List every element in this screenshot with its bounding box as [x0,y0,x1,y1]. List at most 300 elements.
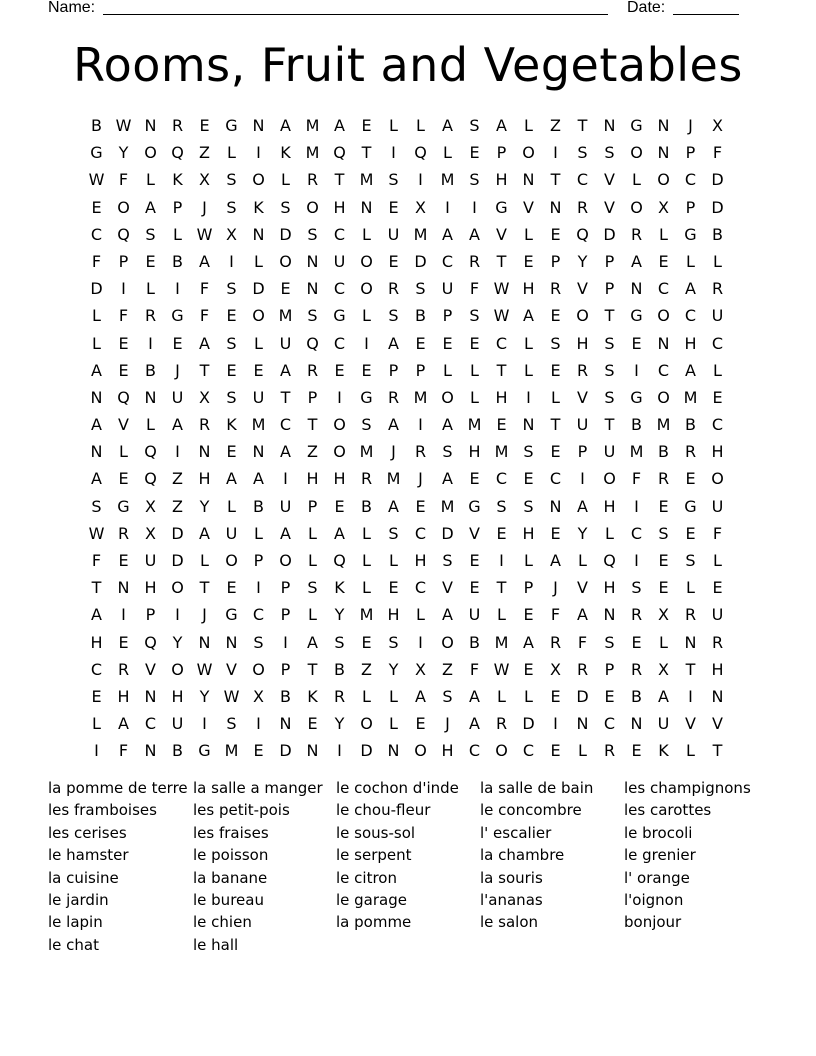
grid-letter[interactable]: M [305,143,320,163]
grid-letter[interactable]: G [225,605,238,625]
grid-letter[interactable]: I [94,741,99,761]
grid-letter[interactable]: E [550,306,561,326]
grid-letter[interactable]: N [144,116,157,135]
grid-letter[interactable]: L [92,333,101,353]
grid-letter[interactable]: B [334,659,345,679]
grid-letter[interactable]: E [253,360,264,380]
grid-letter[interactable]: E [118,333,129,353]
grid-letter[interactable]: L [92,714,101,734]
grid-letter[interactable]: R [468,251,481,271]
grid-letter[interactable]: C [522,741,535,761]
grid-letter[interactable]: I [634,496,639,516]
grid-letter[interactable]: D [279,741,292,761]
grid-letter[interactable]: A [631,251,642,271]
grid-letter[interactable]: L [497,686,506,706]
grid-letter[interactable]: V [577,279,588,299]
grid-letter[interactable]: M [386,469,401,489]
grid-letter[interactable]: L [713,360,722,380]
grid-letter[interactable]: W [88,170,105,190]
grid-letter[interactable]: G [198,741,211,761]
grid-letter[interactable]: O [252,306,265,326]
name-field-line[interactable] [103,0,608,15]
grid-letter[interactable]: E [415,714,426,734]
grid-letter[interactable]: Y [199,496,210,516]
grid-letter[interactable]: E [226,306,237,326]
grid-letter[interactable]: L [524,333,533,353]
grid-letter[interactable]: O [279,251,292,271]
grid-letter[interactable]: P [415,360,426,380]
grid-letter[interactable]: S [685,551,696,570]
grid-letter[interactable]: S [334,632,345,652]
grid-letter[interactable]: L [524,686,533,706]
grid-letter[interactable]: L [254,251,263,271]
grid-letter[interactable]: S [523,442,534,462]
grid-letter[interactable]: O [603,469,616,489]
grid-letter[interactable]: Z [550,116,561,135]
grid-letter[interactable]: L [524,551,533,570]
grid-letter[interactable]: V [577,578,588,598]
grid-letter[interactable]: N [630,279,643,299]
grid-letter[interactable]: R [333,686,346,706]
grid-letter[interactable]: R [171,116,184,135]
grid-letter[interactable]: P [388,360,399,380]
grid-letter[interactable]: B [631,686,642,706]
grid-letter[interactable]: O [630,197,643,217]
grid-letter[interactable]: P [604,659,615,679]
grid-letter[interactable]: M [656,415,671,435]
grid-letter[interactable]: G [630,116,643,135]
grid-letter[interactable]: B [712,224,723,244]
grid-letter[interactable]: O [576,306,589,326]
grid-letter[interactable]: A [91,360,102,380]
grid-letter[interactable]: L [146,170,155,190]
grid-letter[interactable]: L [281,170,290,190]
grid-letter[interactable]: I [418,632,423,652]
grid-letter[interactable]: N [90,442,103,462]
grid-letter[interactable]: N [657,116,670,135]
grid-letter[interactable]: X [226,224,237,244]
grid-letter[interactable]: W [223,686,240,706]
grid-letter[interactable]: G [684,224,697,244]
grid-letter[interactable]: B [91,116,102,135]
grid-letter[interactable]: B [361,496,372,516]
grid-letter[interactable]: H [522,523,535,543]
grid-letter[interactable]: X [199,170,210,190]
grid-letter[interactable]: M [494,442,509,462]
grid-letter[interactable]: N [252,442,265,462]
grid-letter[interactable]: R [549,632,562,652]
grid-letter[interactable]: L [227,496,236,516]
grid-letter[interactable]: C [252,605,265,625]
grid-letter[interactable]: R [306,170,319,190]
grid-letter[interactable]: C [333,333,346,353]
grid-letter[interactable]: H [711,442,724,462]
grid-letter[interactable]: A [469,224,480,244]
grid-letter[interactable]: L [389,116,398,135]
grid-letter[interactable]: H [576,333,589,353]
grid-letter[interactable]: N [657,333,670,353]
grid-letter[interactable]: F [118,170,129,190]
grid-letter[interactable]: J [688,116,693,135]
grid-letter[interactable]: U [711,605,724,625]
grid-letter[interactable]: H [117,686,130,706]
grid-letter[interactable]: G [90,143,103,163]
grid-letter[interactable]: T [199,578,210,598]
grid-letter[interactable]: L [362,551,371,570]
grid-letter[interactable]: S [442,551,453,570]
grid-letter[interactable]: L [146,415,155,435]
grid-letter[interactable]: N [144,741,157,761]
grid-letter[interactable]: R [360,469,373,489]
grid-letter[interactable]: R [657,469,670,489]
grid-letter[interactable]: E [145,251,156,271]
grid-letter[interactable]: A [388,333,399,353]
grid-letter[interactable]: L [362,306,371,326]
grid-letter[interactable]: U [144,551,157,570]
grid-letter[interactable]: O [279,551,292,570]
grid-letter[interactable]: A [172,415,183,435]
grid-letter[interactable]: S [631,578,642,598]
grid-letter[interactable]: S [307,224,318,244]
grid-letter[interactable]: B [631,415,642,435]
grid-letter[interactable]: E [496,523,507,543]
grid-letter[interactable]: O [360,714,373,734]
grid-letter[interactable]: B [280,686,291,706]
grid-letter[interactable]: S [550,333,561,353]
grid-letter[interactable]: H [333,197,346,217]
grid-letter[interactable]: E [118,469,129,489]
grid-letter[interactable]: T [91,578,102,598]
grid-letter[interactable]: P [685,197,696,217]
grid-letter[interactable]: E [469,469,480,489]
grid-letter[interactable]: S [145,224,156,244]
grid-letter[interactable]: G [360,387,373,407]
grid-letter[interactable]: O [360,251,373,271]
grid-letter[interactable]: X [145,523,156,543]
grid-letter[interactable]: N [144,686,157,706]
grid-letter[interactable]: L [686,251,695,271]
grid-letter[interactable]: H [495,387,508,407]
grid-letter[interactable]: N [198,632,211,652]
grid-letter[interactable]: A [685,279,696,299]
grid-letter[interactable]: E [280,279,291,299]
grid-letter[interactable]: M [413,224,428,244]
grid-letter[interactable]: U [657,714,670,734]
grid-letter[interactable]: I [445,197,450,217]
grid-letter[interactable]: C [603,714,616,734]
grid-letter[interactable]: N [576,714,589,734]
grid-letter[interactable]: P [118,251,129,271]
grid-letter[interactable]: L [416,116,425,135]
grid-letter[interactable]: L [713,551,722,570]
grid-letter[interactable]: U [225,523,238,543]
grid-letter[interactable]: U [333,251,346,271]
grid-letter[interactable]: E [415,496,426,516]
grid-letter[interactable]: A [253,469,264,489]
grid-letter[interactable]: C [549,469,562,489]
grid-letter[interactable]: Q [414,143,427,163]
grid-letter[interactable]: N [252,116,265,135]
grid-letter[interactable]: L [200,551,209,570]
grid-letter[interactable]: O [306,197,319,217]
grid-letter[interactable]: N [252,224,265,244]
grid-letter[interactable]: T [604,415,615,435]
grid-letter[interactable]: Z [172,496,183,516]
grid-letter[interactable]: B [685,415,696,435]
grid-letter[interactable]: I [256,714,261,734]
grid-letter[interactable]: L [578,741,587,761]
grid-letter[interactable]: P [280,659,291,679]
grid-letter[interactable]: L [362,523,371,543]
grid-letter[interactable]: O [441,387,454,407]
grid-letter[interactable]: E [91,197,102,217]
grid-letter[interactable]: V [118,415,129,435]
grid-letter[interactable]: Q [171,143,184,163]
grid-letter[interactable]: I [553,714,558,734]
grid-letter[interactable]: A [415,686,426,706]
grid-letter[interactable]: X [199,387,210,407]
grid-letter[interactable]: L [227,143,236,163]
grid-letter[interactable]: T [685,659,696,679]
grid-letter[interactable]: E [118,632,129,652]
grid-letter[interactable]: E [523,659,534,679]
grid-letter[interactable]: E [334,360,345,380]
grid-letter[interactable]: F [91,251,102,271]
grid-letter[interactable]: O [711,469,724,489]
grid-letter[interactable]: E [523,605,534,625]
grid-letter[interactable]: E [550,741,561,761]
grid-letter[interactable]: A [685,360,696,380]
grid-letter[interactable]: E [604,686,615,706]
grid-letter[interactable]: S [442,686,453,706]
grid-letter[interactable]: X [658,197,669,217]
grid-letter[interactable]: L [308,523,317,543]
grid-letter[interactable]: B [253,496,264,516]
grid-letter[interactable]: F [550,605,561,625]
grid-letter[interactable]: N [306,279,319,299]
grid-letter[interactable]: C [684,170,697,190]
grid-letter[interactable]: R [684,605,697,625]
grid-letter[interactable]: C [468,741,481,761]
grid-letter[interactable]: I [553,143,558,163]
grid-letter[interactable]: B [469,632,480,652]
grid-letter[interactable]: O [414,741,427,761]
grid-letter[interactable]: A [658,686,669,706]
grid-letter[interactable]: O [630,143,643,163]
grid-letter[interactable]: O [171,659,184,679]
grid-letter[interactable]: E [469,578,480,598]
grid-letter[interactable]: G [333,306,346,326]
grid-letter[interactable]: G [684,496,697,516]
grid-letter[interactable]: S [496,496,507,516]
grid-letter[interactable]: H [333,469,346,489]
grid-letter[interactable]: E [712,578,723,598]
grid-letter[interactable]: S [577,143,588,163]
grid-letter[interactable]: E [631,333,642,353]
grid-letter[interactable]: N [225,632,238,652]
grid-letter[interactable]: I [499,551,504,570]
grid-letter[interactable]: S [658,523,669,543]
grid-letter[interactable]: X [658,659,669,679]
grid-letter[interactable]: R [630,605,643,625]
grid-letter[interactable]: I [229,251,234,271]
grid-letter[interactable]: X [415,659,426,679]
grid-letter[interactable]: R [576,360,589,380]
grid-letter[interactable]: N [144,387,157,407]
grid-letter[interactable]: A [91,469,102,489]
grid-letter[interactable]: B [658,442,669,462]
grid-letter[interactable]: U [441,279,454,299]
grid-letter[interactable]: S [226,714,237,734]
grid-letter[interactable]: K [307,686,318,706]
grid-letter[interactable]: S [388,632,399,652]
grid-letter[interactable]: H [144,578,157,598]
grid-letter[interactable]: X [145,496,156,516]
grid-letter[interactable]: Q [117,224,130,244]
grid-letter[interactable]: I [634,360,639,380]
grid-letter[interactable]: E [199,116,210,135]
grid-letter[interactable]: F [199,306,210,326]
grid-letter[interactable]: I [175,442,180,462]
date-field-line[interactable] [673,0,739,15]
grid-letter[interactable]: N [630,714,643,734]
grid-letter[interactable]: N [90,387,103,407]
grid-letter[interactable]: T [496,360,507,380]
grid-letter[interactable]: H [495,170,508,190]
grid-letter[interactable]: G [468,496,481,516]
grid-letter[interactable]: V [226,659,237,679]
grid-letter[interactable]: K [172,170,183,190]
grid-letter[interactable]: G [171,306,184,326]
grid-letter[interactable]: D [603,224,616,244]
grid-letter[interactable]: Z [172,469,183,489]
grid-letter[interactable]: P [172,197,183,217]
grid-letter[interactable]: P [307,496,318,516]
grid-letter[interactable]: O [333,415,346,435]
grid-letter[interactable]: M [224,741,239,761]
grid-letter[interactable]: P [577,442,588,462]
grid-letter[interactable]: H [198,469,211,489]
grid-letter[interactable]: D [171,523,184,543]
grid-letter[interactable]: M [413,387,428,407]
grid-letter[interactable]: N [549,496,562,516]
grid-letter[interactable]: C [495,333,508,353]
grid-letter[interactable]: L [389,686,398,706]
grid-letter[interactable]: R [630,659,643,679]
grid-letter[interactable]: W [88,523,105,543]
grid-letter[interactable]: E [712,387,723,407]
grid-letter[interactable]: R [711,279,724,299]
grid-letter[interactable]: B [172,741,183,761]
grid-letter[interactable]: M [629,442,644,462]
grid-letter[interactable]: A [334,523,345,543]
grid-letter[interactable]: K [253,197,264,217]
grid-letter[interactable]: H [414,551,427,570]
grid-letter[interactable]: N [279,714,292,734]
grid-letter[interactable]: C [414,578,427,598]
grid-letter[interactable]: N [360,197,373,217]
grid-letter[interactable]: U [387,224,400,244]
grid-letter[interactable]: F [118,306,129,326]
grid-letter[interactable]: T [307,659,318,679]
grid-letter[interactable]: E [469,143,480,163]
grid-letter[interactable]: C [576,170,589,190]
grid-letter[interactable]: F [199,279,210,299]
grid-letter[interactable]: C [495,469,508,489]
grid-letter[interactable]: A [280,116,291,135]
grid-letter[interactable]: C [711,415,724,435]
grid-letter[interactable]: A [280,442,291,462]
grid-letter[interactable]: I [175,605,180,625]
grid-letter[interactable]: A [199,251,210,271]
grid-letter[interactable]: L [308,551,317,570]
grid-letter[interactable]: N [603,605,616,625]
grid-letter[interactable]: S [226,279,237,299]
grid-letter[interactable]: Q [117,387,130,407]
grid-letter[interactable]: E [253,741,264,761]
grid-letter[interactable]: Q [603,551,616,570]
grid-letter[interactable]: V [469,523,480,543]
grid-letter[interactable]: A [469,686,480,706]
grid-letter[interactable]: W [493,279,510,299]
grid-letter[interactable]: T [550,415,561,435]
grid-letter[interactable]: U [171,387,184,407]
grid-letter[interactable]: I [364,333,369,353]
grid-letter[interactable]: O [360,279,373,299]
grid-letter[interactable]: F [469,279,480,299]
grid-letter[interactable]: C [333,224,346,244]
grid-letter[interactable]: R [387,387,400,407]
grid-letter[interactable]: J [391,442,396,462]
grid-letter[interactable]: A [442,116,453,135]
grid-letter[interactable]: C [333,279,346,299]
grid-letter[interactable]: D [90,279,103,299]
grid-letter[interactable]: L [686,578,695,598]
grid-letter[interactable]: V [442,578,453,598]
grid-letter[interactable]: A [226,469,237,489]
grid-letter[interactable]: N [657,143,670,163]
grid-letter[interactable]: Q [333,143,346,163]
grid-letter[interactable]: S [253,632,264,652]
grid-letter[interactable]: S [469,116,480,135]
grid-letter[interactable]: Q [144,632,157,652]
grid-letter[interactable]: L [416,605,425,625]
grid-letter[interactable]: P [550,251,561,271]
grid-letter[interactable]: N [522,415,535,435]
grid-letter[interactable]: B [172,251,183,271]
grid-letter[interactable]: N [198,442,211,462]
grid-letter[interactable]: T [280,387,291,407]
grid-letter[interactable]: M [359,605,374,625]
grid-letter[interactable]: L [362,224,371,244]
grid-letter[interactable]: N [684,632,697,652]
grid-letter[interactable]: A [199,333,210,353]
grid-letter[interactable]: M [494,632,509,652]
grid-letter[interactable]: I [580,469,585,489]
grid-letter[interactable]: K [658,741,669,761]
grid-letter[interactable]: J [445,714,450,734]
grid-letter[interactable]: I [337,387,342,407]
grid-letter[interactable]: S [415,279,426,299]
grid-letter[interactable]: A [577,605,588,625]
grid-letter[interactable]: C [657,360,670,380]
grid-letter[interactable]: S [523,496,534,516]
grid-letter[interactable]: L [524,360,533,380]
grid-letter[interactable]: T [496,578,507,598]
grid-letter[interactable]: Y [118,143,129,163]
grid-letter[interactable]: H [522,279,535,299]
grid-letter[interactable]: L [146,279,155,299]
